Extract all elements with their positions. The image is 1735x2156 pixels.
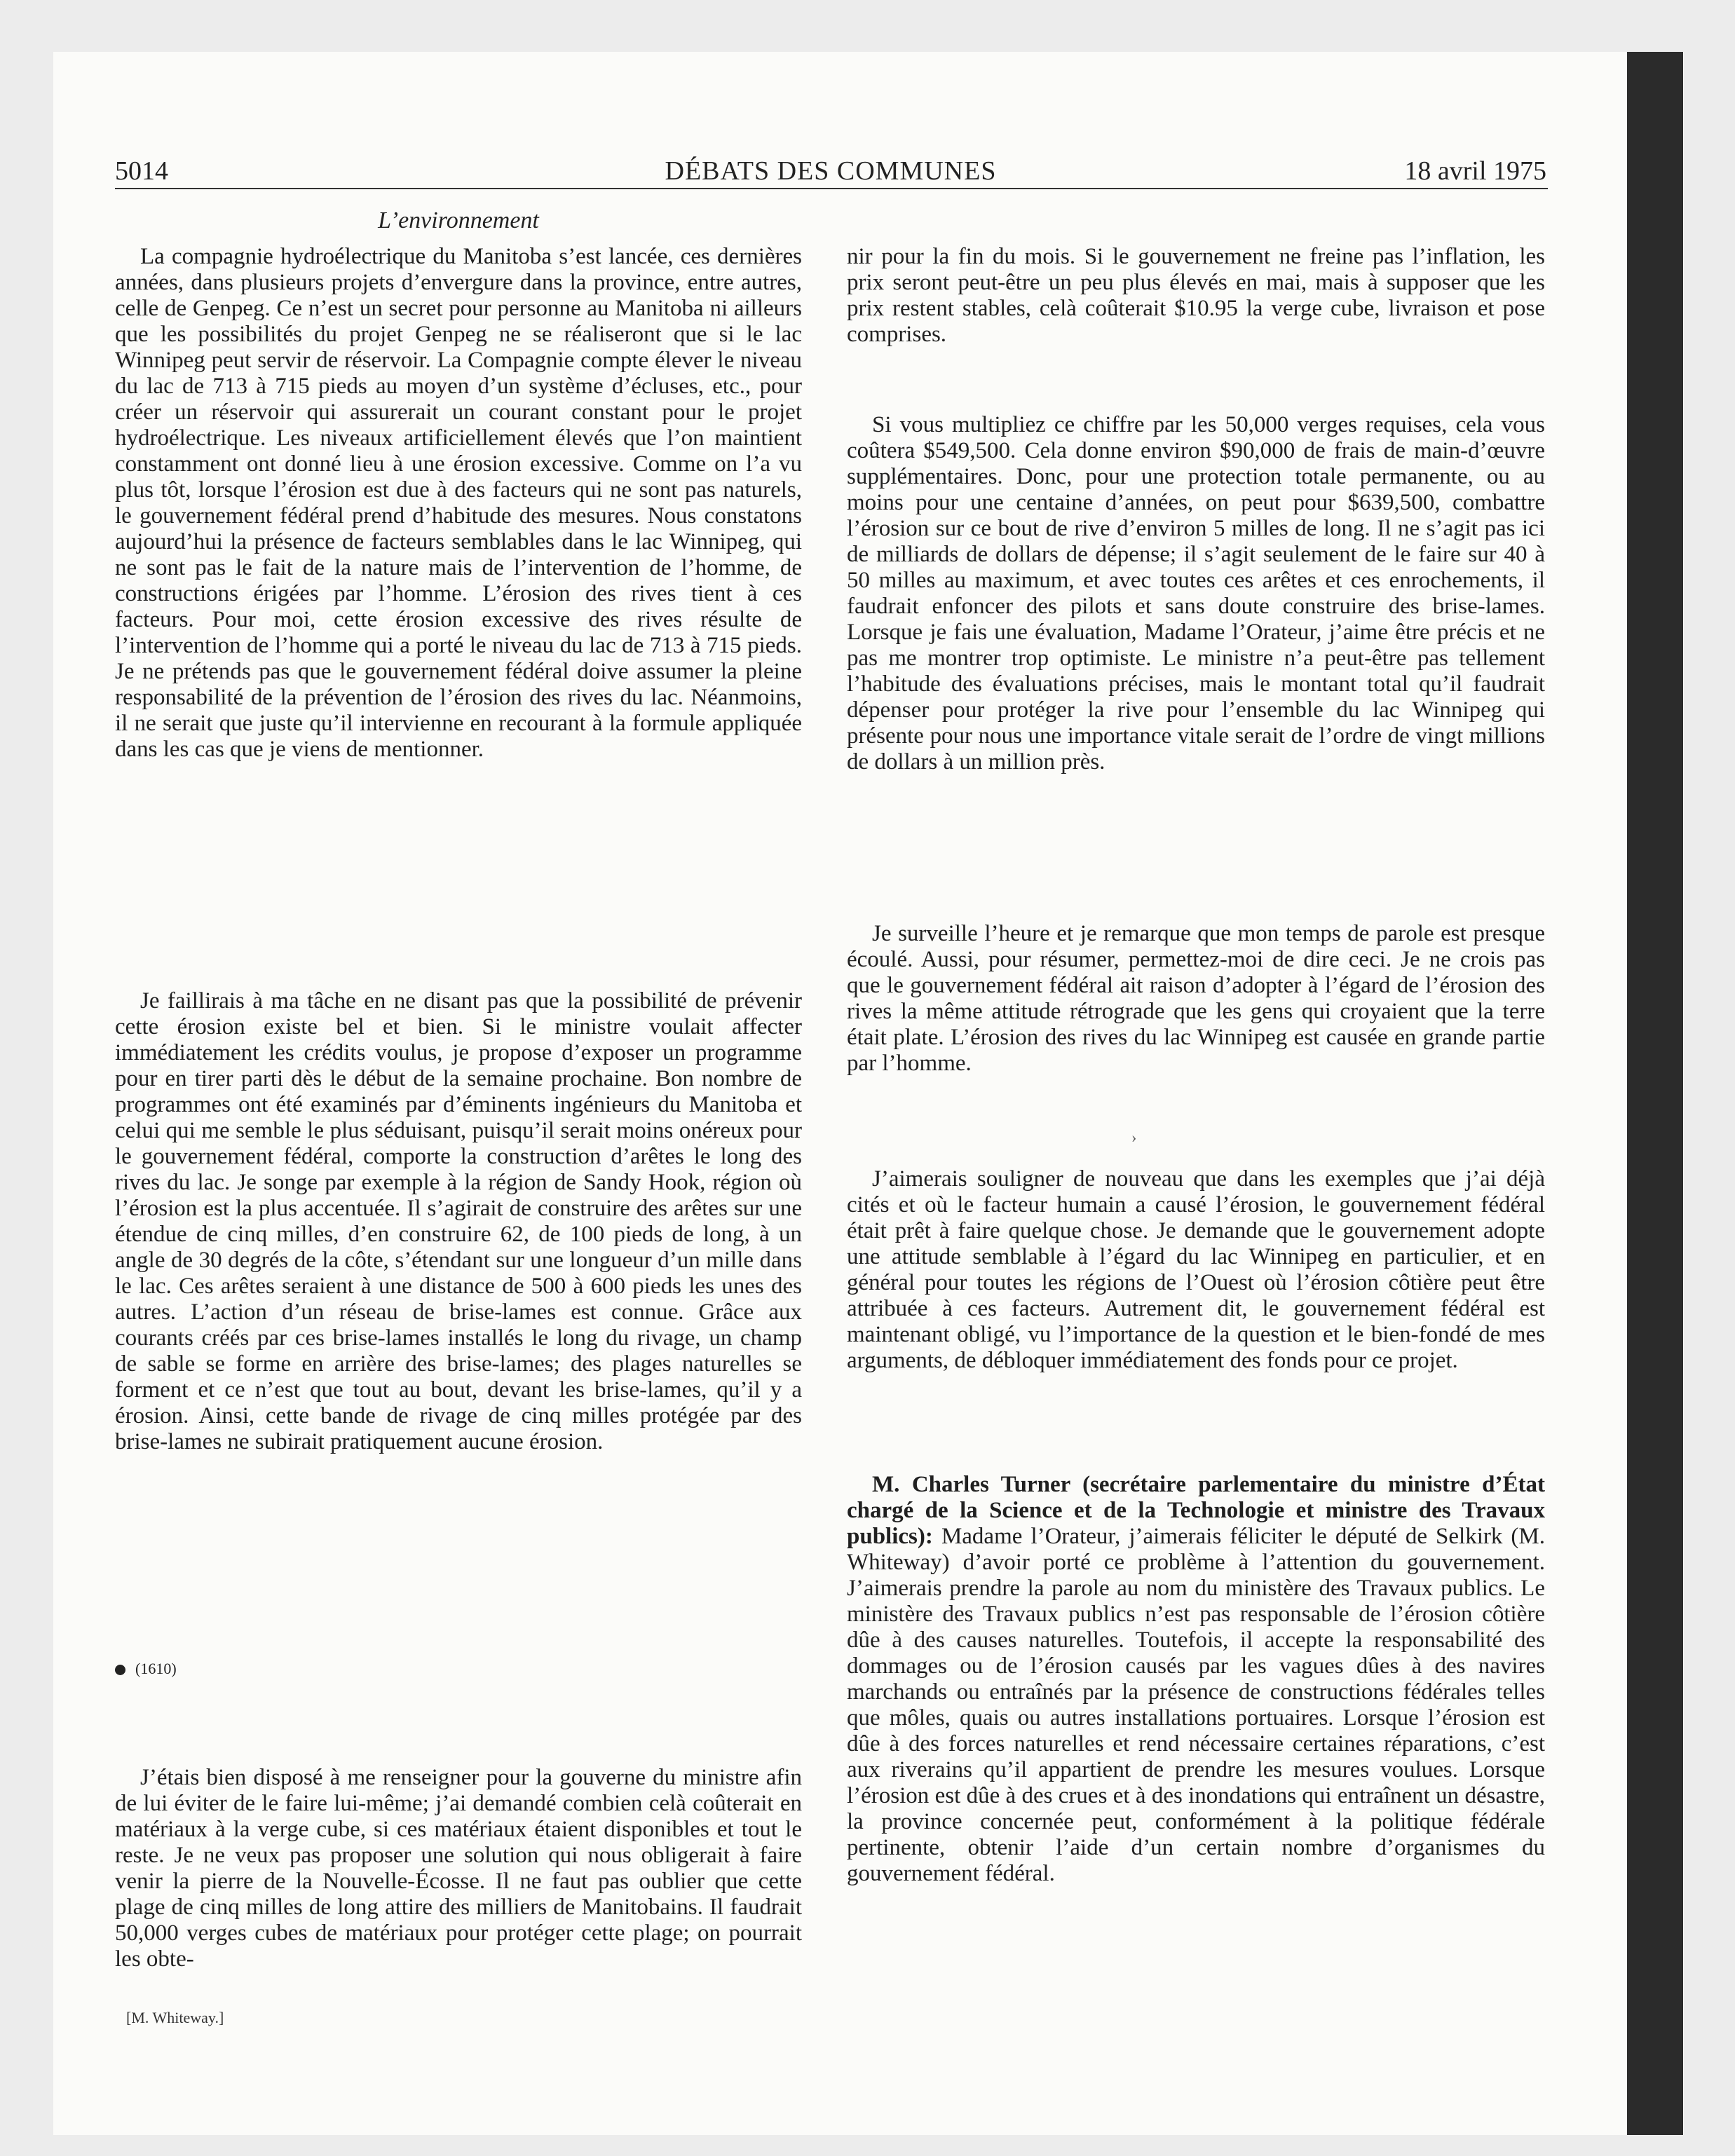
right-paragraph-1	[847, 244, 1545, 348]
paragraph-text: J’aimerais souligner de nouveau que dans les exemples que j’ai déjà cités et où le facteur humain a causé l’érosion, le gouvernement fédéral était prêt à faire quelque chose. Je demande que le gouvernement adopte une attitude semblable à l’égard du lac Winnipeg en particulier, et en général pour toutes les régions de l’Ouest où l’érosion côtière peut être attribuée à ces facteurs. Autrement dit, le gouvernement fédéral est maintenant obligé, vu l’importance de la question et le bien-fondé de mes arguments, de débloquer immédiatement des fonds pour ce projet.	[847, 1166, 1545, 1373]
speaker-credit: [M. Whiteway.]	[126, 2009, 224, 2026]
right-paragraph-5	[847, 1472, 1545, 1887]
paragraph-text: La compagnie hydroélectrique du Manitoba s’est lancée, ces dernières années, dans plusieurs projets d’envergure dans la province, entre autres, celle de Genpeg. Ce n’est un secret pour personne au Manitoba ni ailleurs que les possibilités du projet Genpeg ne se réaliseront que si le lac Winnipeg peut servir de réservoir. La Compagnie compte élever le niveau du lac de 713 à 715 pieds au moyen d’un système d’écluses, etc., pour créer un réservoir qui assurerait un courant constant pour le projet hydroélectrique. Les niveaux artificiellement élevés que l’on maintient constamment ont donné lieu à une érosion excessive. Comme on l’a vu plus tôt, lorsque l’érosion est due à des facteurs qui ne sont pas naturels, le gouvernement fédéral prend d’habitude des mesures. Nous constatons aujourd’hui la présence de facteurs semblables dans le lac Winnipeg, qui ne sont pas le fait de la nature mais de l’intervention de l’homme, de constructions érigées par l’homme. L’érosion des rives tient à ces facteurs. Pour moi, cette érosion excessive des rives résulte de l’intervention de l’homme qui a porté le niveau du lac de 713 à 715 pieds. Je ne prétends pas que le gouvernement fédéral doive assumer la pleine responsabilité de la prévention de l’érosion des rives du lac. Néanmoins, il ne serait que juste qu’il intervienne en recourant à la formule appliquée dans les cas que je viens de mentionner.	[115, 244, 802, 762]
right-paragraph-4	[847, 1166, 1545, 1374]
bullet-dot-icon	[115, 1665, 125, 1675]
left-paragraph-3	[115, 1765, 802, 1972]
page-header	[115, 156, 1546, 191]
scan-edge-bar	[1627, 52, 1683, 2135]
publication-title: DÉBATS DES COMMUNES	[665, 156, 997, 186]
paragraph-text: Si vous multipliez ce chiffre par les 50,000 verges requises, cela vous coûtera $549,500. Cela donne environ $90,000 de frais de main-d’œuvre supplémentaires. Donc, pour une protection totale permanente, ou au moins pour une centaine d’années, on peut pour $639,500, combattre l’érosion sur ce bout de rive d’environ 5 milles de long. Il ne s’agit pas ici de milliards de dollars de dépense; il s’agit seulement de le faire sur 40 à 50 milles au maximum, et avec toutes ces arêtes et ces enrochements, il faudrait enfoncer des pilots et sans doute construire des brise-lames. Lorsque je fais une évaluation, Madame l’Orateur, j’aime être précis et ne pas me montrer trop optimiste. Le ministre n’a peut-être pas tellement l’habitude des évaluations précises, mais le montant total qu’il faudrait dépenser pour protéger la rive pour l’ensemble du lac Winnipeg qui présente pour nous une importance vitale serait de l’ordre de vingt millions de dollars à un million près.	[847, 412, 1545, 775]
right-paragraph-3	[847, 921, 1545, 1077]
left-paragraph-1	[115, 244, 802, 763]
right-paragraph-2	[847, 412, 1545, 775]
time-marker-text: (1610)	[135, 1660, 177, 1677]
issue-date: 18 avril 1975	[1404, 156, 1546, 186]
paragraph-text: nir pour la fin du mois. Si le gouvernement ne freine pas l’inflation, les prix seront peut-être un peu plus élevés en mai, mais à supposer que les prix restent stables, celà coûterait $10.95 la verge cube, livraison et pose comprises.	[847, 244, 1545, 347]
section-title: L’environnement	[378, 207, 539, 233]
time-marker	[115, 1660, 177, 1678]
header-rule	[115, 188, 1548, 189]
paragraph-text	[847, 1472, 1545, 1887]
paragraph-text: Je faillirais à ma tâche en ne disant pas que la possibilité de prévenir cette érosion existe bel et bien. Si le ministre voulait affecter immédiatement les crédits voulus, je propose d’exposer un programme pour en tirer parti dès le début de la semaine prochaine. Bon nombre de programmes ont été examinés par d’éminents ingénieurs du Manitoba et celui qui me semble le plus séduisant, puisqu’il serait moins onéreux pour le gouvernement fédéral, comporte la construction d’arêtes le long des rives du lac. Je songe par exemple à la région de Sandy Hook, région où l’érosion est la plus accentuée. Il s’agirait de construire des arêtes sur une étendue de cinq milles, d’en construire 62, de 100 pieds de long, à un angle de 30 degrés de la côte, s’étendant sur une longueur d’un mille dans le lac. Ces arêtes seraient à une distance de 500 à 600 pieds les unes des autres. L’action d’un réseau de brise-lames est connue. Grâce aux courants créés par ces brise-lames installés le long du rivage, un champ de sable se forme en arrière des brise-lames; des plages naturelles se forment et ce n’est que tout au bout, devant les brise-lames, qu’il y a érosion. Ainsi, cette bande de rivage de cinq milles protégée par des brise-lames ne subirait pratiquement aucune érosion.	[115, 988, 802, 1454]
speaker-name: M. Charles Turner (secrétaire parlementaire du ministre d’État chargé de la Science et de la Technologie et ministre des Travaux publics):	[847, 1472, 1545, 1549]
left-paragraph-2	[115, 988, 802, 1455]
paragraph-text: J’étais bien disposé à me renseigner pour la gouverne du ministre afin de lui éviter de le faire lui-même; j’ai demandé combien celà coûterait en matériaux à la verge cube, si ces matériaux étaient disponibles et tout le reste. Je ne veux pas proposer une solution qui nous obligerait à faire venir la pierre de la Nouvelle-Écosse. Il ne faut pas oublier que cette plage de cinq milles de long attire des milliers de Manitobains. Il faudrait 50,000 verges cubes de matériaux pour protéger cette plage; on pourrait les obte-	[115, 1765, 802, 1972]
stray-mark: ›	[1131, 1128, 1137, 1146]
paragraph-text: Je surveille l’heure et je remarque que mon temps de parole est presque écoulé. Aussi, pour résumer, permettez-moi de dire ceci. Je ne crois pas que le gouvernement fédéral ait raison d’adopter à l’égard de l’érosion des rives la même attitude rétrograde que les gens qui croyaient que la terre était plate. L’érosion des rives du lac Winnipeg est causée en grande partie par l’homme.	[847, 921, 1545, 1076]
speech-text: Madame l’Orateur, j’aimerais féliciter le député de Selkirk (M. Whiteway) d’avoir porté ce problème à l’attention du gouvernement. J’aimerais prendre la parole au nom du ministère des Travaux publics. Le ministère des Travaux publics n’est pas responsable de l’érosion côtière dûe à des causes naturelles. Toutefois, il accepte la responsabilité des dommages ou de l’érosion causés par les vagues dûes à des navires marchands ou entraînés par la présence de constructions fédérales telles que môles, quais ou autres installations portuaires. Lorsque l’érosion est dûe à des forces naturelles et rend nécessaire certaines réparations, c’est aux riverains qu’il appartient de prendre les mesures voulues. Lorsque l’érosion est dûe à des crues et à des inondations qui entraînent un désastre, la province concernée peut, conformément à la politique fédérale pertinente, obtenir l’aide d’un certain nombre d’organismes du gouvernement fédéral.	[847, 1524, 1546, 1886]
page-number: 5014	[115, 156, 168, 186]
